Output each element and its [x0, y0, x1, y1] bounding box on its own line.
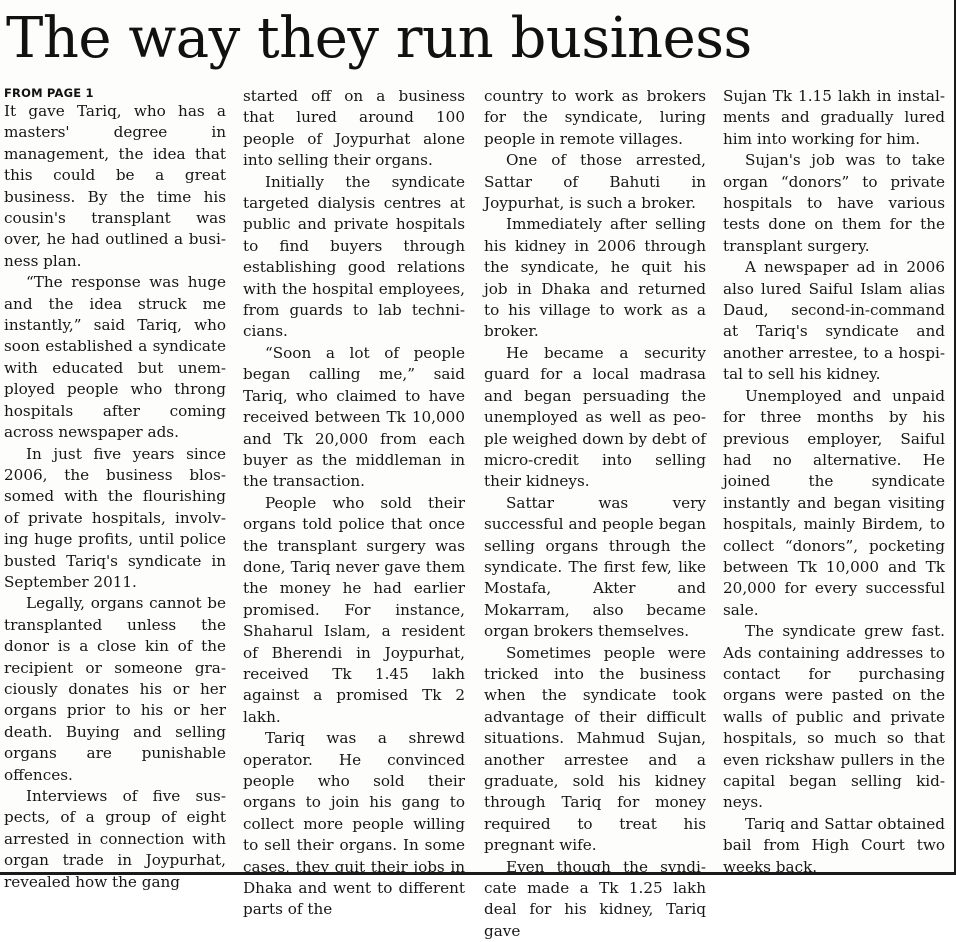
- paragraph: The syndicate grew fast. Ads containing addresses to contact for purchasing organs were pasted on the walls of public and private hospitals, so much so that even rickshaw pullers in the capital began selling kidneys.: [723, 622, 945, 812]
- paragraph: Even though the syndicate made a Tk 1.25 lakh deal for his kidney, Tariq gave: [484, 857, 706, 940]
- paragraph: A newspaper ad in 2006 also lured Saiful Islam alias Daud, second-in-command at Tariq's syndicate and another arrestee, to a hospital to sell his kidney.: [723, 258, 945, 384]
- paragraph: One of those arrested, Sattar of Bahuti in Joypurhat, is such a broker.: [484, 151, 706, 213]
- paragraph: Initially the syndicate targeted dialysis centres at public and private hospitals to find buyers through establishing good relations with the hospital employees, from guards to lab technicians.: [243, 172, 465, 341]
- paragraph: It gave Tariq, who has a masters' degree in management, the idea that this could be a great business. By the time his cousin's transplant was over, he had outlined a business plan.: [4, 102, 226, 270]
- paragraph: Sujan Tk 1.15 lakh in instalments and gradually lured him into working for him.: [723, 87, 945, 148]
- article-column-3: [484, 86, 706, 942]
- continuation-kicker: FROM PAGE 1: [4, 86, 94, 100]
- paragraph: Sometimes people were tricked into the business when the syndicate took advantage of their difficult situations. Mahmud Sujan, another arrestee and a graduate, sold his kidney through Tariq for money required to treat his pregnant wife.: [484, 643, 706, 855]
- article-column-4: [723, 86, 945, 878]
- paragraph: People who sold their organs told police that once the transplant surgery was done, Tariq never gave them the money he had earlier promised. For instance, Shaharul Islam, a resident of Bherendi in Joypurhat, received Tk 1.45 lakh against a promised Tk 2 lakh.: [243, 493, 465, 726]
- paragraph: Interviews of five suspects, of a group of eight arrested in connection with organ trade in Joypurhat, revealed how the gang: [4, 787, 226, 891]
- paragraph: Immediately after selling his kidney in 2006 through the syndicate, he quit his job in Dhaka and returned to his village to work as a broker.: [484, 215, 706, 341]
- article-column-2: [243, 86, 465, 921]
- paragraph: Legally, organs cannot be transplanted unless the donor is a close kin of the recipient or someone graciously donates his or her organs prior to his or her death. Buying and selling organs are punishable offences.: [4, 594, 226, 784]
- paragraph: Tariq and Sattar obtained bail from High Court two weeks back.: [723, 814, 945, 876]
- paragraph: Sattar was very successful and people began selling organs through the syndicate. The first few, like Mostafa, Akter and Mokarram, also became organ brokers themselves.: [484, 493, 706, 641]
- paragraph: started off on a business that lured around 100 people of Joypurhat alone into selling their organs.: [243, 87, 465, 170]
- paragraph: He became a security guard for a local madrasa and began persuading the unemployed as well as people weighed down by debt of micro-credit into selling their kidneys.: [484, 343, 707, 491]
- paragraph: country to work as brokers for the syndicate, luring people in remote villages.: [484, 87, 706, 148]
- paragraph: Unemployed and unpaid for three months by his previous employer, Saiful had no alternative. He joined the syndicate instantly and began visiting hospitals, mainly Birdem, to collect “donors”, pocketing between Tk 10,000 and Tk 20,000 for every successful sale.: [723, 386, 945, 619]
- paragraph: “Soon a lot of people began calling me,” said Tariq, who claimed to have received between Tk 10,000 and Tk 20,000 from each buyer as the middleman in the transaction.: [243, 343, 465, 491]
- article-column-1: [4, 86, 226, 893]
- paragraph: Sujan's job was to take organ “donors” to private hospitals to have various tests done on them for the transplant surgery.: [723, 151, 945, 255]
- headline: The way they run business: [6, 6, 752, 71]
- paragraph: Tariq was a shrewd operator. He convinced people who sold their organs to join his gang to collect more people willing to sell their organs. In some cases, they quit their jobs in Dhaka and went to different parts of the: [243, 729, 465, 919]
- paragraph: In just five years since 2006, the business blossomed with the flourishing of private hospitals, involving huge profits, until police busted Tariq's syndicate in September 2011.: [4, 444, 226, 591]
- paragraph: “The response was huge and the idea struck me instantly,” said Tariq, who soon established a syndicate with educated but unemployed people who throng hospitals after coming across newspaper ads.: [4, 273, 226, 442]
